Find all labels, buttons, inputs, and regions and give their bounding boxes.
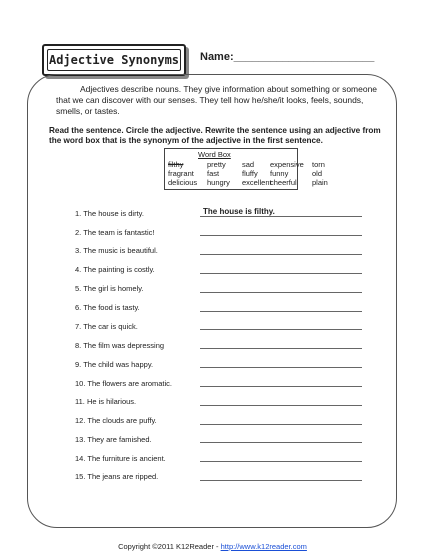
word-box-word: filthy	[168, 160, 184, 169]
sentence-item: 11. He is hilarious.	[75, 397, 137, 406]
website-link[interactable]: http://www.k12reader.com	[220, 542, 307, 551]
sentence-item: 15. The jeans are ripped.	[75, 472, 159, 481]
answer-line[interactable]	[200, 216, 362, 217]
answer-line[interactable]	[200, 254, 362, 255]
sentence-item: 7. The car is quick.	[75, 322, 138, 331]
sentence-item: 12. The clouds are puffy.	[75, 416, 157, 425]
word-box-word: fragrant	[168, 169, 194, 178]
name-field	[200, 51, 374, 63]
sentence-item: 4. The painting is costly.	[75, 265, 155, 274]
word-box-word: pretty	[207, 160, 226, 169]
sentence-item: 13. They are famished.	[75, 435, 152, 444]
answer-line[interactable]	[200, 367, 362, 368]
name-label: Name:	[200, 51, 234, 63]
word-box-word: fast	[207, 169, 220, 178]
answer-line[interactable]	[200, 348, 362, 349]
answer-line[interactable]	[200, 424, 362, 425]
sentence-item: 3. The music is beautiful.	[75, 246, 158, 255]
answer-line[interactable]	[200, 273, 362, 274]
word-box-word: funny	[270, 169, 289, 178]
word-box-word: excellent	[242, 178, 272, 187]
answer-line[interactable]	[200, 311, 362, 312]
word-box-word: plain	[312, 178, 328, 187]
answer-line[interactable]	[200, 235, 362, 236]
sentence-item: 5. The girl is homely.	[75, 284, 144, 293]
answer-line[interactable]	[200, 480, 362, 481]
sentence-item: 10. The flowers are aromatic.	[75, 379, 172, 388]
worksheet-title-box	[42, 44, 186, 76]
word-box-word: hungry	[207, 178, 230, 187]
word-box-word: sad	[242, 160, 255, 169]
answer-line[interactable]	[200, 442, 362, 443]
worksheet-title: Adjective Synonyms	[47, 49, 181, 71]
intro-paragraph: Adjectives describe nouns. They give information about something or someone that we can discover with our senses. They tell how he/she/it looks, feels, sounds, smells, or tastes.	[56, 84, 378, 116]
word-box-word: old	[312, 169, 323, 178]
word-box-word: torn	[312, 160, 325, 169]
name-blank-line: _______________________	[233, 51, 375, 63]
sentence-item: 9. The child was happy.	[75, 360, 154, 369]
sentence-item: 1. The house is dirty.	[75, 209, 144, 218]
sentence-item: 6. The food is tasty.	[75, 303, 140, 312]
sentence-item: 14. The furniture is ancient.	[75, 454, 166, 463]
sentence-item: 8. The film was depressing	[75, 341, 165, 350]
answer-line[interactable]	[200, 292, 362, 293]
instructions-paragraph: Read the sentence. Circle the adjective. Rewrite the sentence using an adjective from the word box that is the synonym of the adjective in the first sentence.	[49, 126, 381, 145]
answer-line[interactable]	[200, 386, 362, 387]
answer-line[interactable]	[200, 405, 362, 406]
word-box-word: cheerful	[270, 178, 297, 187]
answer-line[interactable]	[200, 461, 362, 462]
answer-line[interactable]	[200, 329, 362, 330]
word-box-word: delicious	[168, 178, 198, 187]
word-box-word: expensive	[270, 160, 304, 169]
example-answer: The house is filthy.	[203, 207, 275, 216]
copyright-text: Copyright ©2011 K12Reader -	[118, 542, 221, 551]
word-box-word: fluffy	[242, 169, 258, 178]
word-box-title: Word Box	[198, 150, 231, 159]
sentence-item: 2. The team is fantastic!	[75, 228, 155, 237]
